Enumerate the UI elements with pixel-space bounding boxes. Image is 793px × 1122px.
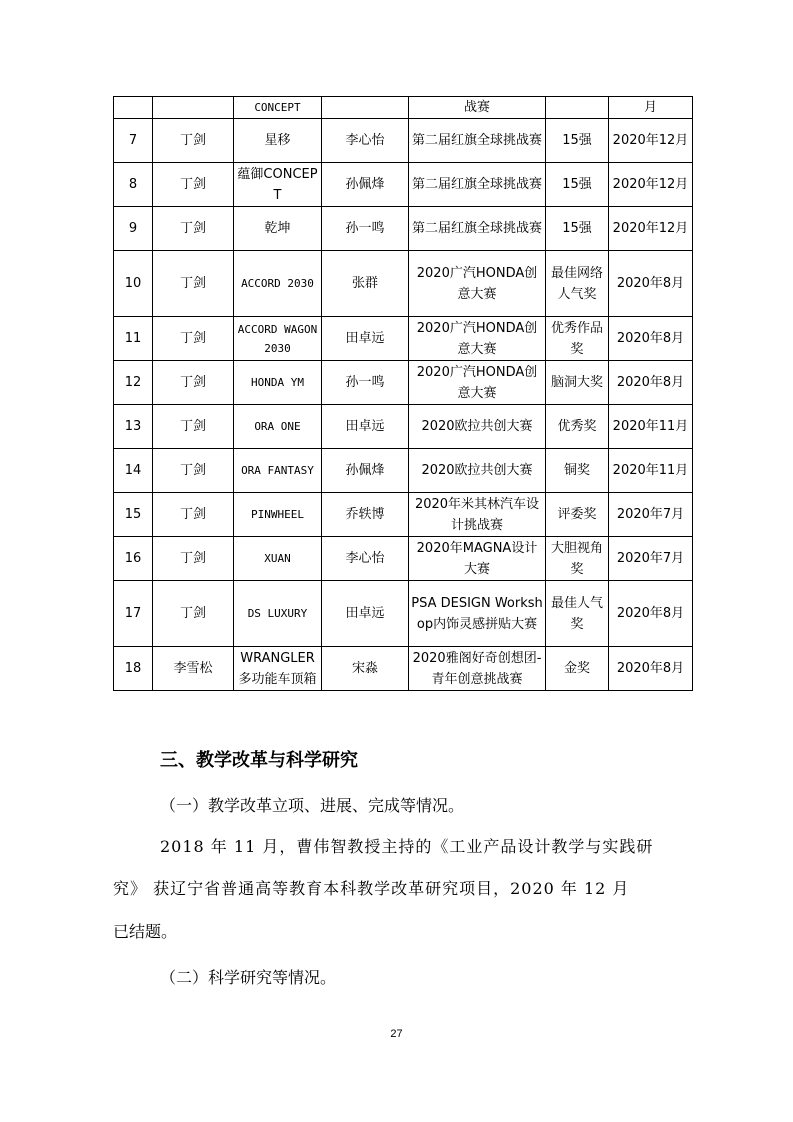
cell-work-title: CONCEPT: [234, 97, 322, 119]
cell-work-title: WRANGLER多功能车顶箱: [234, 647, 322, 691]
cell-student: [322, 97, 409, 119]
cell-number: 15: [114, 493, 153, 537]
cell-student: 孙一鸣: [322, 361, 409, 405]
cell-number: 11: [114, 317, 153, 361]
cell-student: 田卓远: [322, 581, 409, 647]
cell-award: 评委奖: [546, 493, 609, 537]
table-row: [114, 251, 693, 317]
body-text-line: 已结题。: [113, 922, 178, 941]
cell-competition: 2020年米其林汽车设计挑战赛: [409, 493, 546, 537]
cell-advisor: 丁剑: [153, 537, 234, 581]
cell-work-title: ACCORD 2030: [234, 251, 322, 317]
cell-advisor: 丁剑: [153, 251, 234, 317]
cell-number: 18: [114, 647, 153, 691]
cell-work-title: 乾坤: [234, 207, 322, 251]
cell-award: 优秀作品奖: [546, 317, 609, 361]
cell-competition: 第二届红旗全球挑战赛: [409, 163, 546, 207]
cell-number: 12: [114, 361, 153, 405]
cell-work-title: HONDA YM: [234, 361, 322, 405]
cell-competition: 2020广汽HONDA创意大赛: [409, 361, 546, 405]
cell-date: 2020年12月: [609, 163, 693, 207]
cell-advisor: 丁剑: [153, 361, 234, 405]
cell-work-title: 蕴御CONCEPT: [234, 163, 322, 207]
cell-award: 优秀奖: [546, 405, 609, 449]
cell-award: 15强: [546, 119, 609, 163]
table-row: [114, 97, 693, 119]
subsection-heading-teaching-reform: （一）教学改革立项、进展、完成等情况。: [160, 796, 465, 815]
table-row: [114, 405, 693, 449]
cell-work-title: ACCORD WAGON2030: [234, 317, 322, 361]
cell-date: 2020年12月: [609, 119, 693, 163]
table-row: [114, 493, 693, 537]
body-text-line: 2018 年 11 月，曹伟智教授主持的《工业产品设计教学与实践研: [160, 837, 654, 856]
table-row: [114, 537, 693, 581]
cell-competition: PSA DESIGN Workshop内饰灵感拼贴大赛: [409, 581, 546, 647]
cell-award: 金奖: [546, 647, 609, 691]
cell-date: 2020年12月: [609, 207, 693, 251]
cell-advisor: 丁剑: [153, 317, 234, 361]
cell-advisor: 丁剑: [153, 119, 234, 163]
cell-number: [114, 97, 153, 119]
cell-student: 孙一鸣: [322, 207, 409, 251]
cell-competition: 2020雅阁好奇创想团-青年创意挑战赛: [409, 647, 546, 691]
cell-date: 2020年8月: [609, 317, 693, 361]
cell-number: 17: [114, 581, 153, 647]
cell-date: 2020年8月: [609, 647, 693, 691]
awards-table-body: [114, 97, 693, 691]
cell-student: 乔轶博: [322, 493, 409, 537]
cell-date: 2020年7月: [609, 537, 693, 581]
cell-student: 孙佩烽: [322, 449, 409, 493]
cell-award: [546, 97, 609, 119]
table-row: [114, 449, 693, 493]
cell-number: 16: [114, 537, 153, 581]
cell-competition: 2020广汽HONDA创意大赛: [409, 317, 546, 361]
cell-work-title: PINWHEEL: [234, 493, 322, 537]
table-row: [114, 317, 693, 361]
cell-work-title: XUAN: [234, 537, 322, 581]
cell-student: 张群: [322, 251, 409, 317]
cell-advisor: 李雪松: [153, 647, 234, 691]
cell-advisor: 丁剑: [153, 163, 234, 207]
table-row: [114, 119, 693, 163]
table-row: [114, 361, 693, 405]
table-row: [114, 647, 693, 691]
cell-competition: 2020欧拉共创大赛: [409, 449, 546, 493]
cell-work-title: DS LUXURY: [234, 581, 322, 647]
cell-advisor: 丁剑: [153, 207, 234, 251]
table-row: [114, 163, 693, 207]
table-row: [114, 207, 693, 251]
cell-date: 2020年8月: [609, 581, 693, 647]
cell-work-title: 星移: [234, 119, 322, 163]
cell-student: 宋淼: [322, 647, 409, 691]
cell-date: 2020年11月: [609, 405, 693, 449]
cell-award: 最佳网络人气奖: [546, 251, 609, 317]
body-text-line: 究》 获辽宁省普通高等教育本科教学改革研究项目，2020 年 12 月: [113, 879, 630, 898]
cell-student: 李心怡: [322, 119, 409, 163]
cell-student: 李心怡: [322, 537, 409, 581]
cell-advisor: 丁剑: [153, 449, 234, 493]
cell-student: 田卓远: [322, 405, 409, 449]
cell-award: 15强: [546, 163, 609, 207]
cell-work-title: ORA ONE: [234, 405, 322, 449]
cell-date: 2020年8月: [609, 251, 693, 317]
cell-number: 10: [114, 251, 153, 317]
cell-date: 月: [609, 97, 693, 119]
cell-student: 孙佩烽: [322, 163, 409, 207]
cell-competition: 第二届红旗全球挑战赛: [409, 207, 546, 251]
cell-advisor: 丁剑: [153, 581, 234, 647]
page-number: 27: [390, 1028, 403, 1040]
cell-student: 田卓远: [322, 317, 409, 361]
subsection-heading-research: （二）科学研究等情况。: [160, 968, 337, 987]
cell-competition: 战赛: [409, 97, 546, 119]
cell-award: 最佳人气奖: [546, 581, 609, 647]
cell-advisor: [153, 97, 234, 119]
cell-competition: 2020欧拉共创大赛: [409, 405, 546, 449]
section-title: 三、教学改革与科学研究: [160, 750, 358, 771]
cell-number: 7: [114, 119, 153, 163]
cell-award: 铜奖: [546, 449, 609, 493]
cell-date: 2020年8月: [609, 361, 693, 405]
cell-date: 2020年11月: [609, 449, 693, 493]
cell-competition: 2020年MAGNA设计大赛: [409, 537, 546, 581]
cell-award: 大胆视角奖: [546, 537, 609, 581]
cell-number: 9: [114, 207, 153, 251]
table-row: [114, 581, 693, 647]
cell-date: 2020年7月: [609, 493, 693, 537]
cell-advisor: 丁剑: [153, 405, 234, 449]
cell-number: 13: [114, 405, 153, 449]
cell-work-title: ORA FANTASY: [234, 449, 322, 493]
cell-number: 8: [114, 163, 153, 207]
awards-table: [113, 96, 693, 691]
cell-competition: 2020广汽HONDA创意大赛: [409, 251, 546, 317]
cell-award: 15强: [546, 207, 609, 251]
cell-competition: 第二届红旗全球挑战赛: [409, 119, 546, 163]
cell-number: 14: [114, 449, 153, 493]
cell-award: 脑洞大奖: [546, 361, 609, 405]
cell-advisor: 丁剑: [153, 493, 234, 537]
